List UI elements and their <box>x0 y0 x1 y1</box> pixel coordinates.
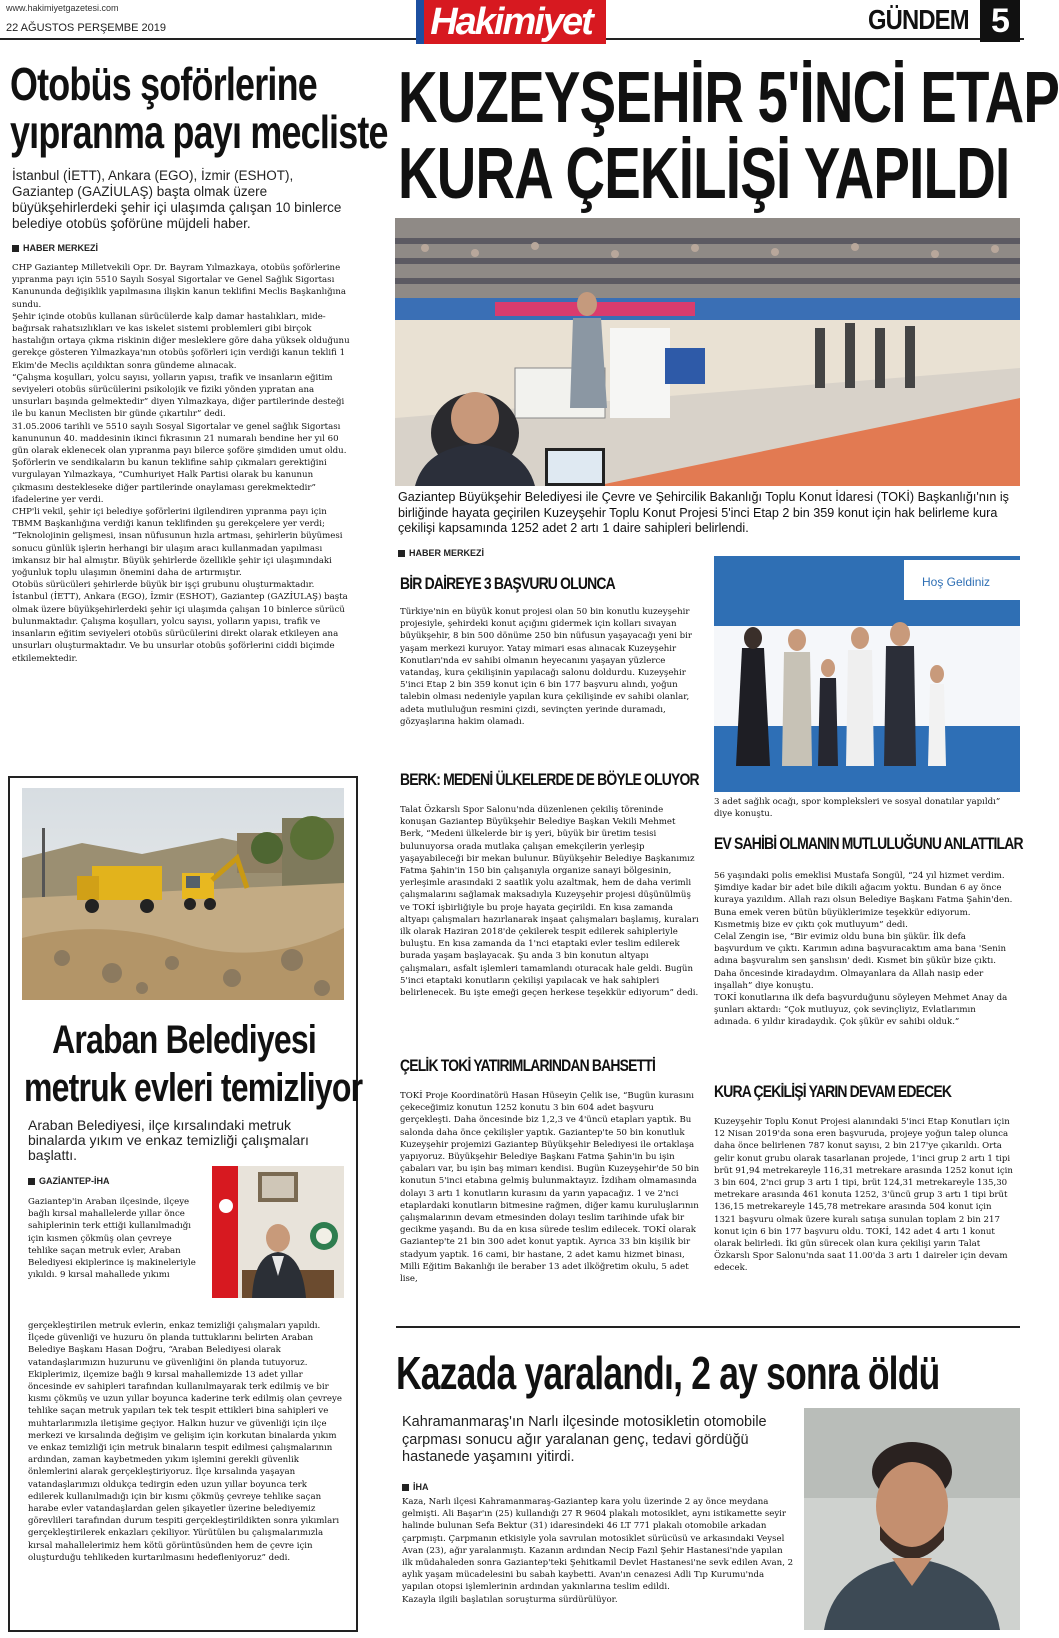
page-number: 5 <box>991 1 1009 40</box>
araban-title-line2: metruk evleri temizliyor <box>24 1066 363 1110</box>
kuzeysehir-paragraph-3: TOKİ Proje Koordinatörü Hasan Hüseyin Çelik ise, “Bugün kurasını çekeceğimiz konutun 1252 konutu 3 bin 604 adet başvuru gerçekleşti. Daha öncesinde biz 1,2,3 ve 4'üncü etapları yaptık. Bu salonda daha önce çekilişler yaptık. Gaziantep'te 50 bin konutluk Kuzeyşehir projemizi Gaziantep Büyükşehir Belediyesi ile ortaklaşa yapıyoruz. Büyükşehir Belediye Başkanı Fatma Şahin'in bu işin çabaları var, bu işin baş mimarı kendisi. Bugün Kuzeyşehir'de 50 bin konutun 5'inci etabına gelmiş bulunmaktayız. İzdiham olmamasında dolayı 3 artı 1 konutların kurasını da yarın yapacağız. 1 ve 2'nci etaplardaki konutların bitmesine rağmen, diğer kamu kuruluşlarının çalışmalarının devam etmesinden dolayı teslim tarihinde ufak bir gecikme yaşandı. Bu da en kısa sürede teslim edilecek. TOKİ olarak Gaziantep'te 21 bin 300 adet konut yaptık. Ayrıca 33 bin kişilik bir stadyum yaptık. 16 cami, bir hastane, 2 adet kamu hizmet binası, Milli Eğitim Bakanlığı ile beraber 13 adet ilköğretim okulu, 5 adet lise, <box>400 1091 702 1285</box>
kuzeysehir-subhead-3: ÇELİK TOKİ YATIRIMLARINDAN BAHSETTİ <box>400 1056 656 1075</box>
kuzeysehir-paragraph-2: Talat Özkarslı Spor Salonu'nda düzenlenen çekiliş töreninde konuşan Gaziantep Büyükşehir Belediye Başkan Vekili Mehmet Berk, “Medeni ülkelerde bir iş yeri, büyük bir üretim tesisi bulunuyorsa orada mutlaka çalışan emekçilerin yerleşip yaşayabileceği bir mekan bulunur. Büyükşehir Belediye Başkanımız Fatma Şahin'in 150 bin çalışanıyla organize sanayi bölgesinin, yerleşimle arasındaki 2 saatlik yolu azaltmak, hem de daha verimli çalışmalarını sağlamak maksadıyla Kuzeyşehir projesi düşünülmüş ve TOKİ işbirliğiyle bu proje hayata geçirildi. En kısa zamanda altyapı çalışmaları hazırlanarak inşaat çalışmaları başlamış, kuraları ilk olarak Haziran 2018'de çekilerek tespit edilerek sahipleriyle buluştu. En kısa zamanda da 1'nci etaptaki evler teslim edilerek burada yaşam başlayacak. Şu anda 3 bin konutun altyapı çalışmaları, asfalt işlemleri tamamlandı oturacak hale geldi. Bugün 5'inci etaptaki konutların çekilişi yapılacak ve hak sahipleri belirlenecek. Bu işte emeği geçen herkese teşekkür ediyorum” dedi. <box>400 805 702 999</box>
welcome-banner-text: Hoş Geldiniz <box>922 575 991 589</box>
araban-body-top: Gaziantep'in Araban ilçesinde, ilçeye bağlı kırsal mahallelerde yıllar önce sahiplerinin terk ettiği kullanılmadığı için kısmen çökmüş olan çevreye tehlike saçan metruk evler, Araban Belediyesi ekiplerince iş makineleriyle yıkıldı. 9 kırsal mahallede yıkımı <box>28 1197 199 1281</box>
kaza-lede: Kahramanmaraş'ın Narlı ilçesinde motosikletin otomobile çarpması sonucu ağır yaralanan genç, tedavi gördüğü hastanede yaşamını yitirdi. <box>402 1414 767 1465</box>
otobus-lede: İstanbul (İETT), Ankara (EGO), İzmir (ESHOT), Gaziantep (GAZİULAŞ) başta olmak üzere büyükşehirlerdeki şehir içi ulaşımda çalışan 10 binlerce belediye otobüs şoförüne müjdeli haber. <box>12 168 342 231</box>
kuzeysehir-paragraph-1: Türkiye'nin en büyük konut projesi olan 50 bin konutlu kuzeyşehir projesiyle, şehirdeki konut açığını gidermek için kolları sıvayan büyükşehir, 8 bin 500 dönüme 250 bin nüfusun yaşayacağı yeni bir yaşam merkezi kuruyor. Yatay mimari esas alınacak Kuzeyşehir Konutları'nda ev sahibi olmanın heyecanını yaşayan yüzlerce vatandaş, kura çekilişinin yapılacağı salonu doldurdu. Kuzeyşehir 5'inci Etap 2 bin 359 konut için 6 bin 177 başvuru alındı, yoğun talebin olması nedeniyle yapılan kura çekilişinde ev sahibi olanlar, adeta mutluluğun resmini çizdi, sevinçten yerinde duramadı, gözyaşlarına hakim olamadı. <box>400 607 695 727</box>
header-url: www.hakimiyetgazetesi.com <box>6 3 119 13</box>
araban-byline <box>28 1176 110 1186</box>
byline-square-icon <box>398 550 405 557</box>
kaza-byline <box>402 1482 429 1492</box>
kaza-title: Kazada yaralandı, 2 ay sonra öldü <box>396 1347 940 1399</box>
byline-square-icon <box>28 1178 35 1185</box>
otobus-title-line2: yıpranma payı mecliste <box>10 106 388 158</box>
masthead-logo <box>416 0 606 44</box>
kuzeysehir-photo-caption: Gaziantep Büyükşehir Belediyesi ile Çevre ve Şehircilik Bakanlığı Toplu Konut İdaresi (TOKİ) Başkanlığı'nın iş birliğinde hayata geçirilen Kuzeyşehir Toplu Konut Projesi 5'inci Etap 2 bin 359 konut için hak belirleme kura çekilişi kapsamında 1252 adet 2 artı 1 daire sahipleri belirlendi. <box>398 490 1009 535</box>
kuzeysehir-paragraph-4: 3 adet sağlık ocağı, spor kompleksleri ve sosyal donatılar yapıldı” diye konuştu. <box>714 797 1003 820</box>
araban-title <box>24 1016 363 1112</box>
araban-demolition-photo <box>22 788 344 1000</box>
kaza-byline-text: İHA <box>413 1482 429 1492</box>
kuzeysehir-hall-photo <box>395 218 1020 486</box>
otobus-byline <box>12 243 98 253</box>
otobus-title <box>10 58 388 158</box>
araban-body-rest: gerçekleştirilen metruk evlerin, enkaz temizliği çalışmaları yapıldı. İlçede güvenliği ve huzuru ön planda tuttuklarını belirten Araban Belediye Başkanı Hasan Doğru, “Araban Belediyesi olarak vatandaşlarımızın huzurunu ve güvenliğini ön planda tutuyoruz. Ekiplerimiz, ilçemize bağlı 9 kırsal mahallemizde 13 adet yıllar öncesinde ev sahipleri tarafından kullanılmayarak terk edilmiş ve bir kısmı çökmüş ve uzun yıllar boyunca kaderine terk edilmiş olan çevreye tehlike saçan metruk yapıları tek tek tespit ettikleri bina sahipleri ve muhtarlarımızla iletişime geçiyor. Halkın huzur ve güvenliği için ilçe merkezi ve kırsalında değişim ve gelişim için korkutan binalarda yıkım ve enkaz temizliği için metruk binaların tespit edilmesi çalışmalarının ardından, zaman kaybetmeden yıkım işlemini gerekli güvenlik önlemlerini alarak gerçekleştiriyoruz. İlçe kırsalında yaşayan vatandaşlarımızı oldukça tedirgin eden uzun yıllar boyunca terk edilerek kullanılmadığı için bir kısmı çökmüş çevreye tehlike saçan harabe evler vatandaşlardan gelen şikayetler üzerine belediyemiz görevlileri tarafından durum tespiti gerçekleştirildikten sonra yıkımları gerçekleştirilerek enkazları çekiliyor. Yürütülen bu çalışmalarımızla kırsal mahallelerimiz hem kötü görüntüsünden hem de çevre için oluşturduğu tehlikeden kurtarılmasını hedefleniyoruz” dedi. <box>28 1321 342 1563</box>
otobus-byline-text: HABER MERKEZİ <box>23 243 99 253</box>
kuzeysehir-subhead-1: BİR DAİREYE 3 BAŞVURU OLUNCA <box>400 574 615 593</box>
kaza-victim-photo <box>804 1408 1020 1630</box>
araban-mayor-photo <box>212 1166 344 1298</box>
araban-title-line1: Araban Belediyesi <box>52 1018 316 1062</box>
section-name: GÜNDEM <box>868 4 969 35</box>
kuzeysehir-ceremony-photo <box>714 556 1020 792</box>
kuzeysehir-byline-text: HABER MERKEZİ <box>409 548 485 558</box>
kuzeysehir-title-line2: KURA ÇEKİLİŞİ YAPILDI <box>398 134 1010 214</box>
kuzeysehir-title-line1: KUZEYŞEHİR 5'İNCİ ETAP <box>398 58 1059 138</box>
kuzeysehir-subhead-2: BERK: MEDENİ ÜLKELERDE DE BÖYLE OLUYOR <box>400 770 699 789</box>
kuzeysehir-byline <box>398 548 484 558</box>
kuzeysehir-paragraph-5: 56 yaşındaki polis emeklisi Mustafa Songül, “24 yıl hizmet verdim. Şimdiye kadar bir adet bile dikili ağacım yoktu. Bundan 6 ay önce kuraya yazıldım. Allah razı olsun Belediye Başkanı Fatma Şahin'den. Buna emek veren bütün büyüklerimize teşekkür ediyorum. Kısmetmiş bize ev çıktı çok mutluyum” dedi. Celal Zengin ise, “Bir evimiz oldu buna bin şükür. İlk defa başvurdum ve çıktı. Karımın adına başvuracaktım ama bana 'Senin adına başvuralım sen şanslısın' dedi. Kısmet bin şükür bize çıktı. Daha öncesinde kiradaydım. Olmayanlara da Allah nasip eder inşallah” diye konuştu. TOKİ konutlarına ilk defa başvurduğunu söyleyen Mehmet Anay da şunları aktardı: “Çok mutluyuz, çok sevinçliyiz, Evlatlarımın adınada. 6 yıldır kiradaydık. Çok şükür ev sahibi olduk.” <box>714 871 1013 1028</box>
kaza-body: Kaza, Narlı ilçesi Kahramanmaraş-Gaziantep kara yolu üzerinde 2 ay önce meydana gelmişti. Ali Başar'ın (25) kullandığı 27 R 9604 plakalı motosiklet, aynı istikamette seyir halinde bulunan Sefa Bektur (31) idaresindeki 46 LT 771 plakalı otomobile arkadan çarpmıştı. Çarpmanın etkisiyle yola savrulan motosiklet sürücüsü ve arkasındaki Veysel Avan (23), ağır yaralanmıştı. Kazanın ardından Necip Fazıl Şehir Hastanesi'nde yapılan ilk müdahaleden sonra Gaziantep'teki Şehitkamil Devlet Hastanesi'ne sevk edilen Avan, 2 aylık yaşam mücadelesini bu sabah kaybetti. Avan'ın cenazesi Adli Tıp Kurumu'nda yapılan otopsi işlemlerinin ardından yakınlarına teslim edildi. Kazayla ilgili başlatılan soruşturma sürdürülüyor. <box>402 1497 794 1605</box>
byline-square-icon <box>12 245 19 252</box>
araban-lede: Araban Belediyesi, ilçe kırsalındaki metruk binalarda yıkım ve enkaz temizliği çalışmaları başlattı. <box>28 1117 309 1163</box>
otobus-title-line1: Otobüs şoförlerine <box>10 58 317 110</box>
header-date: 22 AĞUSTOS PERŞEMBE 2019 <box>6 22 166 34</box>
logo-text: Hakimiyet <box>430 0 592 43</box>
otobus-body: CHP Gaziantep Milletvekili Opr. Dr. Bayram Yılmazkaya, otobüs şoförlerine yıpranma payı için 5510 Sayılı Sosyal Sigortalar ve Genel Sağlık Sigortası Kanununda değişiklik yapılmasına ilişkin kanun teklifini Meclis Başkanlığına sundu. Şehir içinde otobüs kullanan sürücülerde kalp damar hastalıkları, mide-bağırsak rahatsızlıkları ve kas iskelet sistemi problemleri gibi birçok hastalığın ortaya çıkma riskinin diğer mesleklere göre daha yüksek olduğunu gerekçe gösteren Yılmazkaya'nın otobüs şoförleri için verdiği kanun teklifi 1 Ekim'de Meclis açıldıktan sonra gündeme alınacak. “Çalışma koşulları, yolcu sayısı, yolların yapısı, trafik ve insanların eğitim seviyeleri otobüs sürücülerini psikolojik ve fiziki yönden yıpratan ana unsurları başında gelmektedir” diyen Yılmazkaya, diğer partilerinde desteği ile bu kanun Meclisten bir günde çıkartılır” dedi. 31.05.2006 tarihli ve 5510 sayılı Sosyal Sigortalar ve genel sağlık Sigortası kanununun 40. maddesinin ikinci fıkrasının 21 numaralı bendine her yıl 60 gün olarak eklenecek olan yıpranma payı bilerce şoföre şimdiden umut oldu. Şoförlerin ve sendikaların bu kanun teklifine sahip çıkmaları gerektiğini vurgulayan Yılmazkaya, “Cumhuriyet Halk Partisi olarak bu kanunun çıkmasını destekleseke diğer partilerinde onaylaması gerekmektedir” ifadelerine yer verdi. CHP'li vekil, şehir içi belediye şoförlerini ilgilendiren yıpranma payı için TBMM Başkanlığına verdiği kanun teklifinden şu gerekçelere yer verdi; “Teknolojinin gelişmesi, insan nüfusunun hızla artması, şehirlerin büyümesi sonucu günlük işlerin herhangi bir ulaşım aracı kullanmadan yapılması imkansız bir hal almıştır. Büyük şehirlerde özellikle şehir içi ulaşımındaki yoğunluk toplu ulaşımın önemini daha de artırmıştır. Otobüs sürücüleri şehirlerde büyük bir işçi grubunu oluşturmaktadır. İstanbul (İETT), Ankara (EGO), İzmir (ESHOT), Gaziantep (GAZİULAŞ) başta olmak üzere büyükşehirlerdeki şehir içi ulaşımda çalışan 10 binlerce sürücü bulunmaktadır. Çalışma koşulları, yolcu sayısı, yolların yapısı, trafik ve insanların eğitim seviyeleri otobüs sürücülerini direkt olarak etkileyen ana unsurları oluşturmaktadır. Ve bu unsurlar otobüs şoförlerini ciddi biçimde etkilemektedir. <box>12 263 350 664</box>
kaza-top-rule <box>396 1326 1020 1328</box>
kuzeysehir-subhead-4: EV SAHİBİ OLMANIN MUTLULUĞUNU ANLATTILAR <box>714 834 1023 853</box>
araban-byline-text: GAZİANTEP-İHA <box>39 1176 110 1186</box>
byline-square-icon <box>402 1484 409 1491</box>
kuzeysehir-paragraph-6: Kuzeyşehir Toplu Konut Projesi alanındaki 5'inci Etap Konutları için 12 Nisan 2019'da sona eren başvuruda, projeye yoğun talep olunca daha önce belirlenen 787 konut sayısı, 2 bin 217'ye çıkarıldı. Orta gelir konut grubu olarak tasarlanan projede, 1'inci grup 2 artı 1 tipi brüt 91,94 metrekareyle 116,31 metrekare arasında 1252 konut için 3 bin 604, 2'nci grup 3 artı 1 tipi, brüt 124,31 metrekareyle 135,30 metrekare arasında 461 konuta 1252, 3'üncü grup 3 artı 1 tipi brüt 136,15 metrekareyle 145,78 metrekare arasında 504 konut için 1321 başvuru olmak üzere kuralı satışa sunulan toplam 2 bin 217 konut için 6 bin 177 başvuru oldu. TOKİ, 142 adet 4 artı 1 konut olarak belirledi. İki gün sürecek olan kura çekilişi yarın Talat Özkarslı Spor Salonu'nda saat 11.00'da 3 artı 1 daireler için devam edecek. <box>714 1117 1016 1274</box>
page-number-box <box>980 0 1020 42</box>
kuzeysehir-title <box>398 58 1059 214</box>
kuzeysehir-subhead-5: KURA ÇEKİLİŞİ YARIN DEVAM EDECEK <box>714 1082 952 1101</box>
